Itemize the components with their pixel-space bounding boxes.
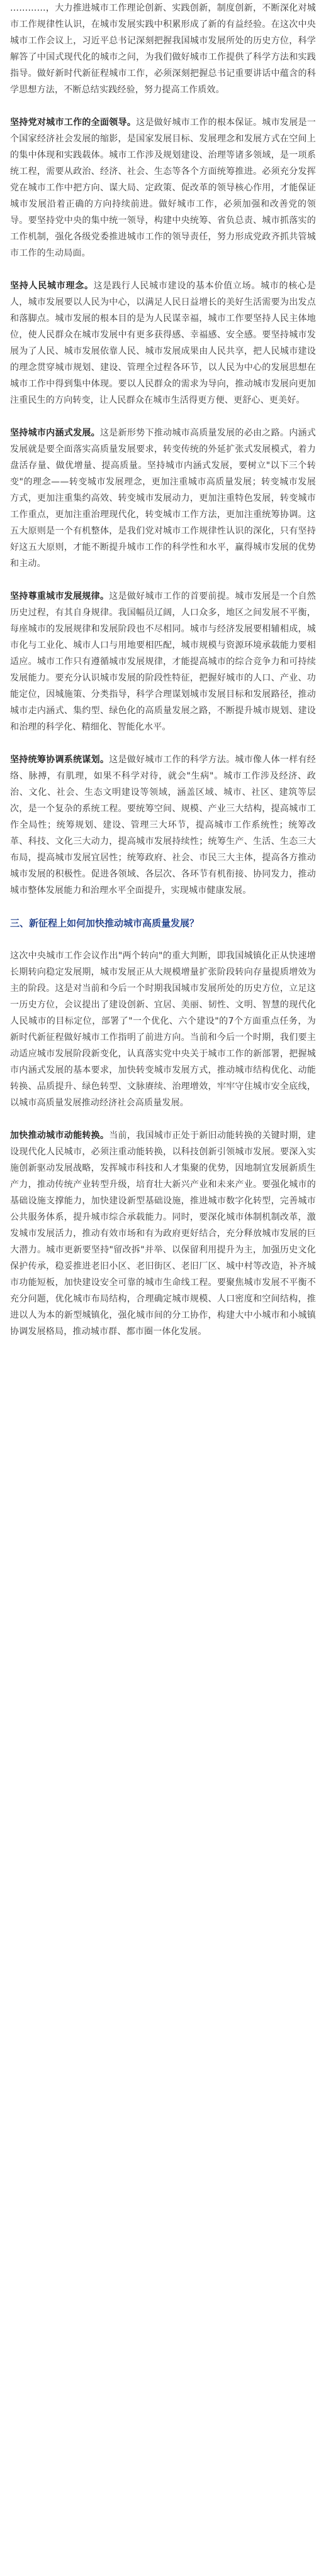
section-body: 这是践行人民城市建设的基本价值立场。城市的核心是人，城市发展要以人民为中心，以满足人民日益增长的美好生活需要为出发点和落脚点。城市发展的根本目的是为人民谋幸福，城市工作要坚持人民主体地位，使人民群众在城市发展中有更多获得感、幸福感、安全感。要坚持城市发展为了人民、城市发展依靠人民、城市发展成果由人民共享，把人民城市建设的理念贯穿城市规划、建设、管理全过程各环节，以人民为中心的发展思想在城市工作中得到集中体现。要以人民群众的需求为导向，推动城市发展向更加注重民生的方向转变，让人民群众在城市生活得更方便、更舒心、更美好。 (10, 281, 316, 405)
section-intensive-development (10, 425, 316, 572)
section-momentum-conversion (10, 1127, 316, 1340)
after-heading-paragraph: 这次中央城市工作会议作出"两个转向"的重大判断，即我国城镇化正从快速增长期转向稳定发展期，城市发展正从大规模增量扩张阶段转向存量提质增效为主的阶段。这是对当前和今后一个时期我国城市发展所处的历史方位，立足这一历史方位，会议提出了建设创新、宜居、美丽、韧性、文明、智慧的现代化人民城市的目标定位，部署了"一个优化、六个建设"的7个方面重点任务，为新时代新征程做好城市工作指明了前进方向。当前和今后一个时期，我们要主动适应城市发展阶段新变化，认真落实党中央关于城市工作的新部署，把握城市内涵式发展的基本要求，加快转变城市发展方式，推动城市结构优化、动能转换、品质提升、绿色转型、文脉赓续、治理增效，牢牢守住城市安全底线，以城市高质量发展推动经济社会高质量发展。 (10, 951, 316, 1108)
section-party-leadership (10, 114, 316, 261)
section-lead: 坚持城市内涵式发展。 (10, 428, 100, 438)
section-lead: 坚持统筹协调系统谋划。 (10, 755, 110, 765)
section-people-city (10, 278, 316, 408)
section-body: 这是做好城市工作的科学方法。城市像人体一样有经络、脉搏，有肌理，如果不科学对待，就会"生病"。城市工作涉及经济、政治、文化、社会、生态文明建设等领域，涵盖区域、城市、社区、建筑等层次，是一个复杂的系统工程。要统筹空间、规模、产业三大结构，提高城市工作全局性；统筹规划、建设、管理三大环节，提高城市工作系统性；统筹改革、科技、文化三大动力，提高城市发展持续性；统筹生产、生活、生态三大布局，提高城市发展宜居性；统筹政府、社会、市民三大主体，提高各方推动城市发展的积极性。促进各领域、各层次、各环节有机衔接、协同发力，推动城市整体发展能力和治理水平全面提升，实现城市健康发展。 (10, 755, 316, 896)
section-lead: 坚持人民城市理念。 (10, 281, 94, 291)
section-lead: 加快推动城市动能转换。 (10, 1131, 110, 1141)
section-heading: 三、新征程上如何加快推动城市高质量发展？ (10, 918, 200, 929)
section-body: 这是新形势下推动城市高质量发展的必由之路。内涵式发展就是要全面落实高质量发展要求，转变传统的外延扩张式发展模式，着力盘活存量、做优增量、提高质量。坚持城市内涵式发展，要树立"以下三个转变"的理念——转变城市发展理念，更加注重城市高质量发展；转变城市发展方式，更加注重集约高效、转变城市发展动力，更加注重特色发展，转变城市工作重点，更加注重治理现代化，转变城市工作方法，更加注重统筹协调。这五大原则是一个有机整体，是我们党对城市工作规律性认识的深化，只有坚持好这五大原则，才能不断提升城市工作的科学性和水平，赢得城市发展的优势和主动。 (10, 428, 316, 569)
section-lead: 坚持党对城市工作的全面领导。 (10, 118, 137, 128)
section-respect-laws (10, 588, 316, 735)
section-body: 这是做好城市工作的首要前提。城市发展是一个自然历史过程，有其自身规律。我国幅员辽阔，人口众多，地区之间发展不平衡，每座城市的发展规律和发展阶段也不尽相同。城市与经济发展要相辅相成，城市化与工业化、城市人口与用地要相匹配，城市规模与资源环境承载能力要相适应。城市工作只有遵循城市发展规律，才能提高城市的综合竞争力和可持续发展能力。要充分认识城市发展的阶段性特征，把握好城市的人口、产业、功能定位，因城施策、分类指导，科学合理谋划城市发展目标和发展路径，推动城市走内涵式、集约型、绿色化的高质量发展之路，不断提升城市规划、建设和治理的科学化、精细化、智能化水平。 (10, 591, 316, 732)
section-lead: 坚持尊重城市发展规律。 (10, 591, 110, 601)
section-body: 当前，我国城市正处于新旧动能转换的关键时期，建设现代化人民城市，必须注重动能转换，以科技创新引领城市发展。要深入实施创新驱动发展战略，发挥城市科技和人才集聚的优势，因地制宜发展新质生产力，推动传统产业转型升级，培育壮大新兴产业和未来产业。要强化城市的基础设施支撑能力，加快建设新型基础设施，推进城市数字化转型，完善城市公共服务体系，提升城市综合承载能力。同时，要深化城市体制机制改革，激发城市发展活力，推动有效市场和有为政府更好结合，充分释放城市发展的巨大潜力。城市更新要坚持"留改拆"并举、以保留利用提升为主，加强历史文化保护传承，稳妥推进老旧小区、老旧街区、老旧厂区、城中村等改造，补齐城市功能短板，加快建设安全可靠的城市生命线工程。要聚焦城市发展不平衡不充分问题，优化城市布局结构，合理确定城市规模、人口密度和空间结构，推进以人为本的新型城镇化，强化城市间的分工协作，构建大中小城市和小城镇协调发展格局，推动城市群、都市圈一体化发展。 (10, 1131, 316, 1337)
section-body: 这是做好城市工作的根本保证。城市发展是一个国家经济社会发展的缩影，是国家发展目标、发展理念和发展方式在空间上的集中体现和实践载体。城市工作涉及规划建设、治理等诸多领域，是一项系统工程，需要从政治、经济、社会、生态等各个方面统筹推进。必须充分发挥党在城市工作中把方向、谋大局、定政策、促改革的领导核心作用，才能保证城市发展沿着正确的方向持续前进。做好城市工作，必须加强和改善党的领导。要坚持党中央的集中统一领导，构建中央统筹、省负总责、城市抓落实的工作机制，强化各级党委推进城市工作的领导责任，努力形成党政齐抓共管城市工作的生动局面。 (10, 118, 316, 258)
intro-paragraph: …………，大力推进城市工作理论创新、实践创新，制度创新，不断深化对城市工作规律性认识，在城市发展实践中积累形成了新的有益经验。在这次中央城市工作会议上，习近平总书记深刻把握我国城市发展所处的历史方位，科学解答了中国式现代化的城市之问，为我们做好城市工作提供了科学方法和实践指导。做好新时代新征程城市工作，必须深刻把握总书记重要讲话中蕴含的科学思想方法，不断总结实践经验，努力提高工作质效。 (10, 3, 316, 95)
section-systematic-planning (10, 752, 316, 899)
